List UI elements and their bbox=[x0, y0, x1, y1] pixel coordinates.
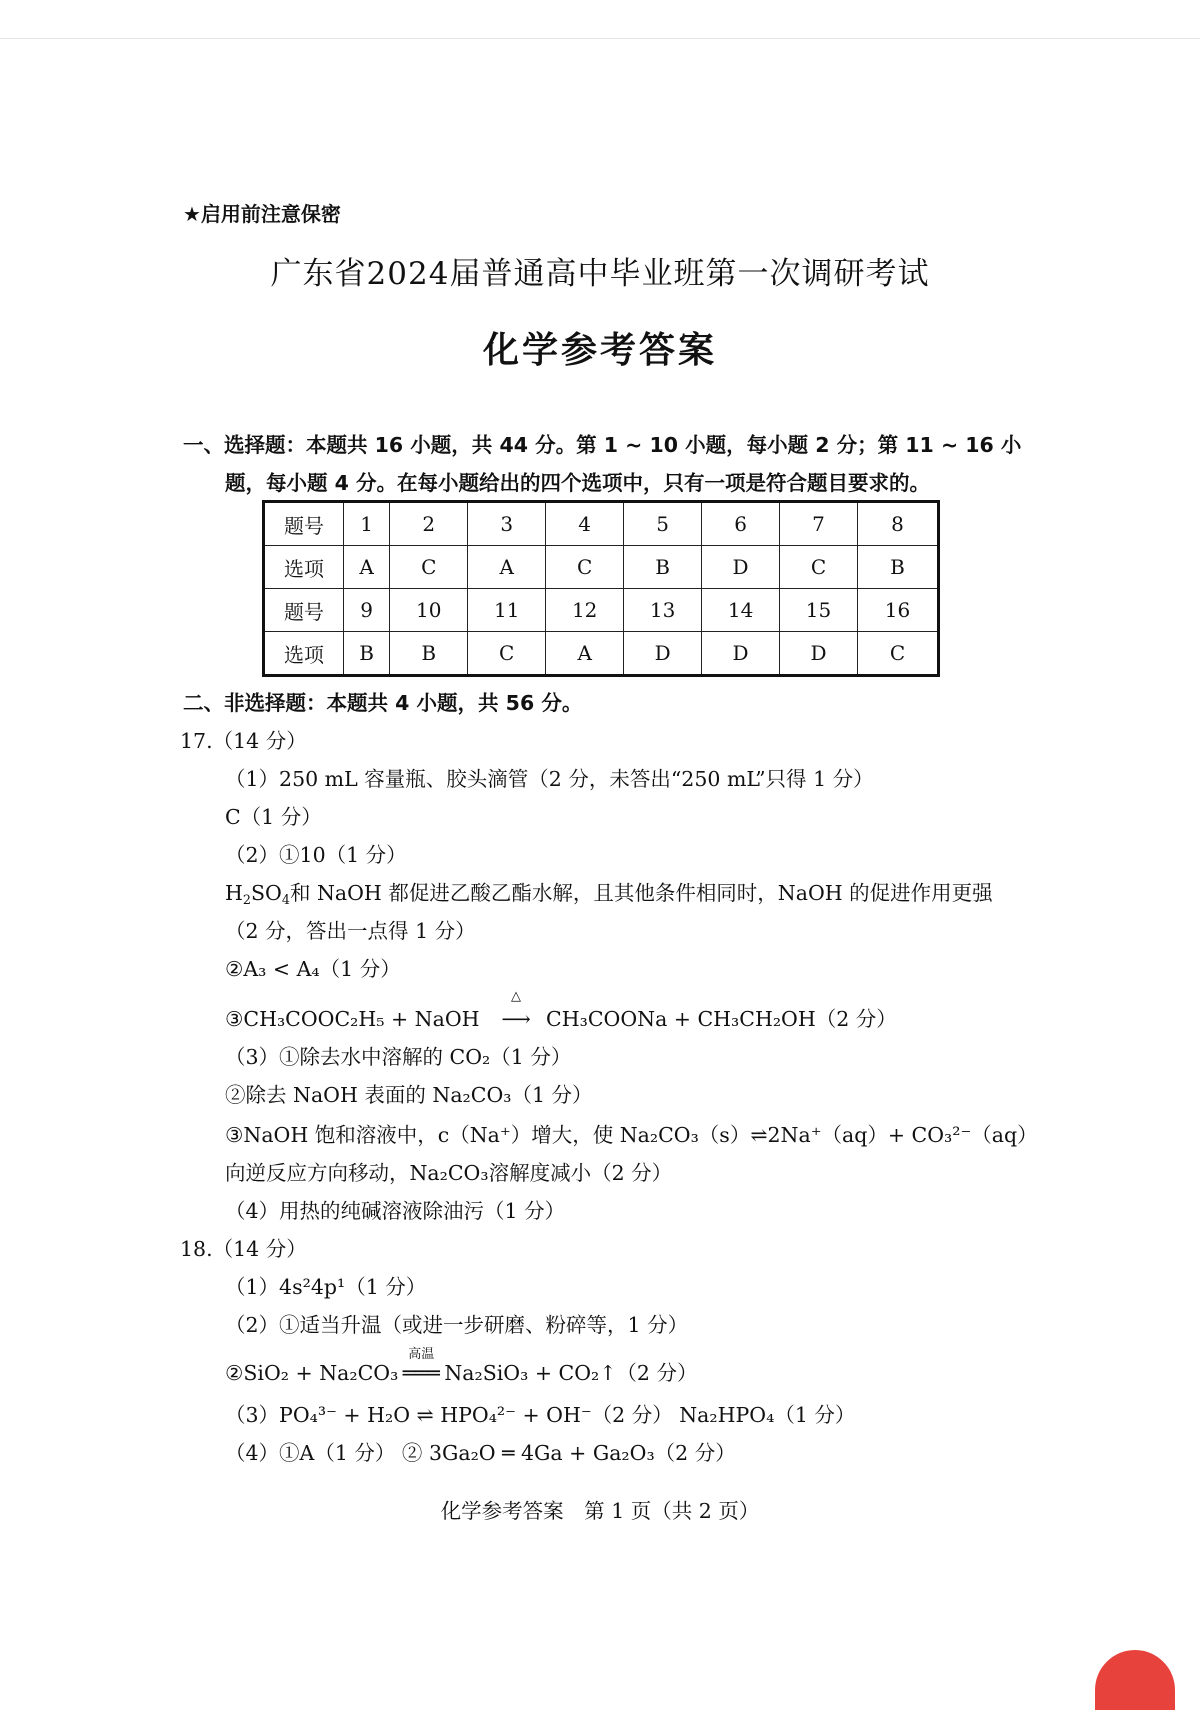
answer-table-cell: D bbox=[780, 632, 858, 676]
confidential-notice: ★启用前注意保密 bbox=[183, 202, 341, 226]
answer-table-cell: C bbox=[858, 632, 939, 676]
top-divider bbox=[0, 38, 1200, 39]
q17-line-10: ③NaOH 饱和溶液中，c（Na⁺）增大，使 Na₂CO₃（s）⇌2Na⁺（aq）+ CO₃²⁻（aq） bbox=[225, 1123, 1038, 1147]
answer-table-cell: D bbox=[702, 632, 780, 676]
q17-number: 17.（14 分） bbox=[180, 729, 307, 753]
q18-number: 18.（14 分） bbox=[180, 1237, 307, 1261]
answer-table-cell: 8 bbox=[858, 502, 939, 546]
answer-table-cell: B bbox=[858, 546, 939, 589]
q17-line-3: （2）①10（1 分） bbox=[225, 843, 407, 867]
q18-line-1: （1）4s²4p¹（1 分） bbox=[225, 1275, 427, 1299]
answer-table-cell: A bbox=[468, 546, 546, 589]
q17-line-9: ②除去 NaOH 表面的 Na₂CO₃（1 分） bbox=[225, 1083, 593, 1107]
answer-table-cell: 1 bbox=[344, 502, 390, 546]
answer-table-cell: D bbox=[702, 546, 780, 589]
answer-table-cell: A bbox=[344, 546, 390, 589]
answer-table bbox=[262, 500, 940, 677]
exam-title: 广东省2024届普通高中毕业班第一次调研考试 bbox=[270, 256, 930, 292]
answer-table-cell: 4 bbox=[546, 502, 624, 546]
answer-table-cell: 9 bbox=[344, 589, 390, 632]
q17-line-7 bbox=[225, 989, 897, 1032]
answer-table-cell: 3 bbox=[468, 502, 546, 546]
high-temp-equals: 高温 ═══ bbox=[398, 1361, 444, 1385]
floating-action-badge[interactable] bbox=[1095, 1650, 1175, 1710]
answer-table-cell: 14 bbox=[702, 589, 780, 632]
answer-table-row-header: 选项 bbox=[264, 632, 344, 676]
answer-table-cell: A bbox=[546, 632, 624, 676]
line-text: 和 NaOH 都促进乙酸乙酯水解，且其他条件相同时，NaOH 的促进作用更强 bbox=[289, 881, 993, 905]
page-footer: 化学参考答案 第 1 页（共 2 页） bbox=[440, 1499, 760, 1523]
heat-arrow: △ ⟶ bbox=[486, 1007, 546, 1031]
formula-part: SO bbox=[250, 881, 282, 905]
answer-table-cell: 6 bbox=[702, 502, 780, 546]
section1-heading-cont: 题，每小题 4 分。在每小题给出的四个选项中，只有一项是符合题目要求的。 bbox=[225, 471, 931, 495]
answer-table-cell: 16 bbox=[858, 589, 939, 632]
q17-line-6: ②A₃ < A₄（1 分） bbox=[225, 957, 401, 981]
answer-table-cell: C bbox=[390, 546, 468, 589]
section2-heading: 二、非选择题：本题共 4 小题，共 56 分。 bbox=[183, 691, 583, 715]
answer-table-cell: C bbox=[780, 546, 858, 589]
reactants: ②SiO₂ + Na₂CO₃ bbox=[225, 1361, 399, 1385]
answer-table-row bbox=[264, 546, 939, 589]
answer-table-cell: C bbox=[468, 632, 546, 676]
products: Na₂SiO₃ + CO₂↑（2 分） bbox=[444, 1361, 698, 1385]
answer-table-row bbox=[264, 502, 939, 546]
q17-line-5: （2 分，答出一点得 1 分） bbox=[225, 919, 476, 943]
answer-table-cell: 15 bbox=[780, 589, 858, 632]
products: CH₃COONa + CH₃CH₂OH（2 分） bbox=[546, 1007, 897, 1031]
answer-table-cell: 7 bbox=[780, 502, 858, 546]
answer-table-cell: 12 bbox=[546, 589, 624, 632]
q18-line-5: （4）①A（1 分） ② 3Ga₂O ═ 4Ga + Ga₂O₃（2 分） bbox=[225, 1441, 736, 1465]
q17-line-12: （4）用热的纯碱溶液除油污（1 分） bbox=[225, 1199, 566, 1223]
answer-table-cell: 13 bbox=[624, 589, 702, 632]
answer-table-cell: B bbox=[344, 632, 390, 676]
answer-table-cell: 10 bbox=[390, 589, 468, 632]
q18-line-3 bbox=[225, 1347, 698, 1386]
answer-table-row bbox=[264, 589, 939, 632]
reactants: ③CH₃COOC₂H₅ + NaOH bbox=[225, 1007, 480, 1031]
section1-heading: 一、选择题：本题共 16 小题，共 44 分。第 1 ~ 10 小题，每小题 2 分；第 11 ~ 16 小 bbox=[183, 433, 1022, 457]
q18-line-4: （3）PO₄³⁻ + H₂O ⇌ HPO₄²⁻ + OH⁻（2 分） Na₂HPO₄（1 分） bbox=[225, 1403, 856, 1427]
answer-table-cell: 11 bbox=[468, 589, 546, 632]
q17-line-8: （3）①除去水中溶解的 CO₂（1 分） bbox=[225, 1045, 572, 1069]
q17-line-1: （1）250 mL 容量瓶、胶头滴管（2 分，未答出“250 mL”只得 1 分） bbox=[225, 767, 874, 791]
answer-table-cell: B bbox=[624, 546, 702, 589]
answer-table-cell: B bbox=[390, 632, 468, 676]
formula-part: H bbox=[225, 881, 243, 905]
page-title: 化学参考答案 bbox=[482, 330, 717, 371]
answer-table-row-header: 选项 bbox=[264, 546, 344, 589]
q17-line-2: C（1 分） bbox=[225, 805, 322, 829]
answer-table-cell: 5 bbox=[624, 502, 702, 546]
heat-condition: △ bbox=[511, 989, 522, 1004]
q17-line-4: $H_2SO_4$和 NaOH 都促进乙酸乙酯水解，且其他条件相同时，NaOH 的促进作用更强 bbox=[225, 881, 993, 907]
q17-line-11: 向逆反应方向移动，Na₂CO₃溶解度减小（2 分） bbox=[225, 1161, 673, 1185]
answer-table-cell: D bbox=[624, 632, 702, 676]
answer-table-cell: 2 bbox=[390, 502, 468, 546]
answer-table-row bbox=[264, 632, 939, 676]
answer-table-row-header: 题号 bbox=[264, 589, 344, 632]
reaction-condition: 高温 bbox=[408, 1347, 435, 1362]
answer-table-row-header: 题号 bbox=[264, 502, 344, 546]
q18-line-2: （2）①适当升温（或进一步研磨、粉碎等，1 分） bbox=[225, 1313, 689, 1337]
answer-table-cell: C bbox=[546, 546, 624, 589]
